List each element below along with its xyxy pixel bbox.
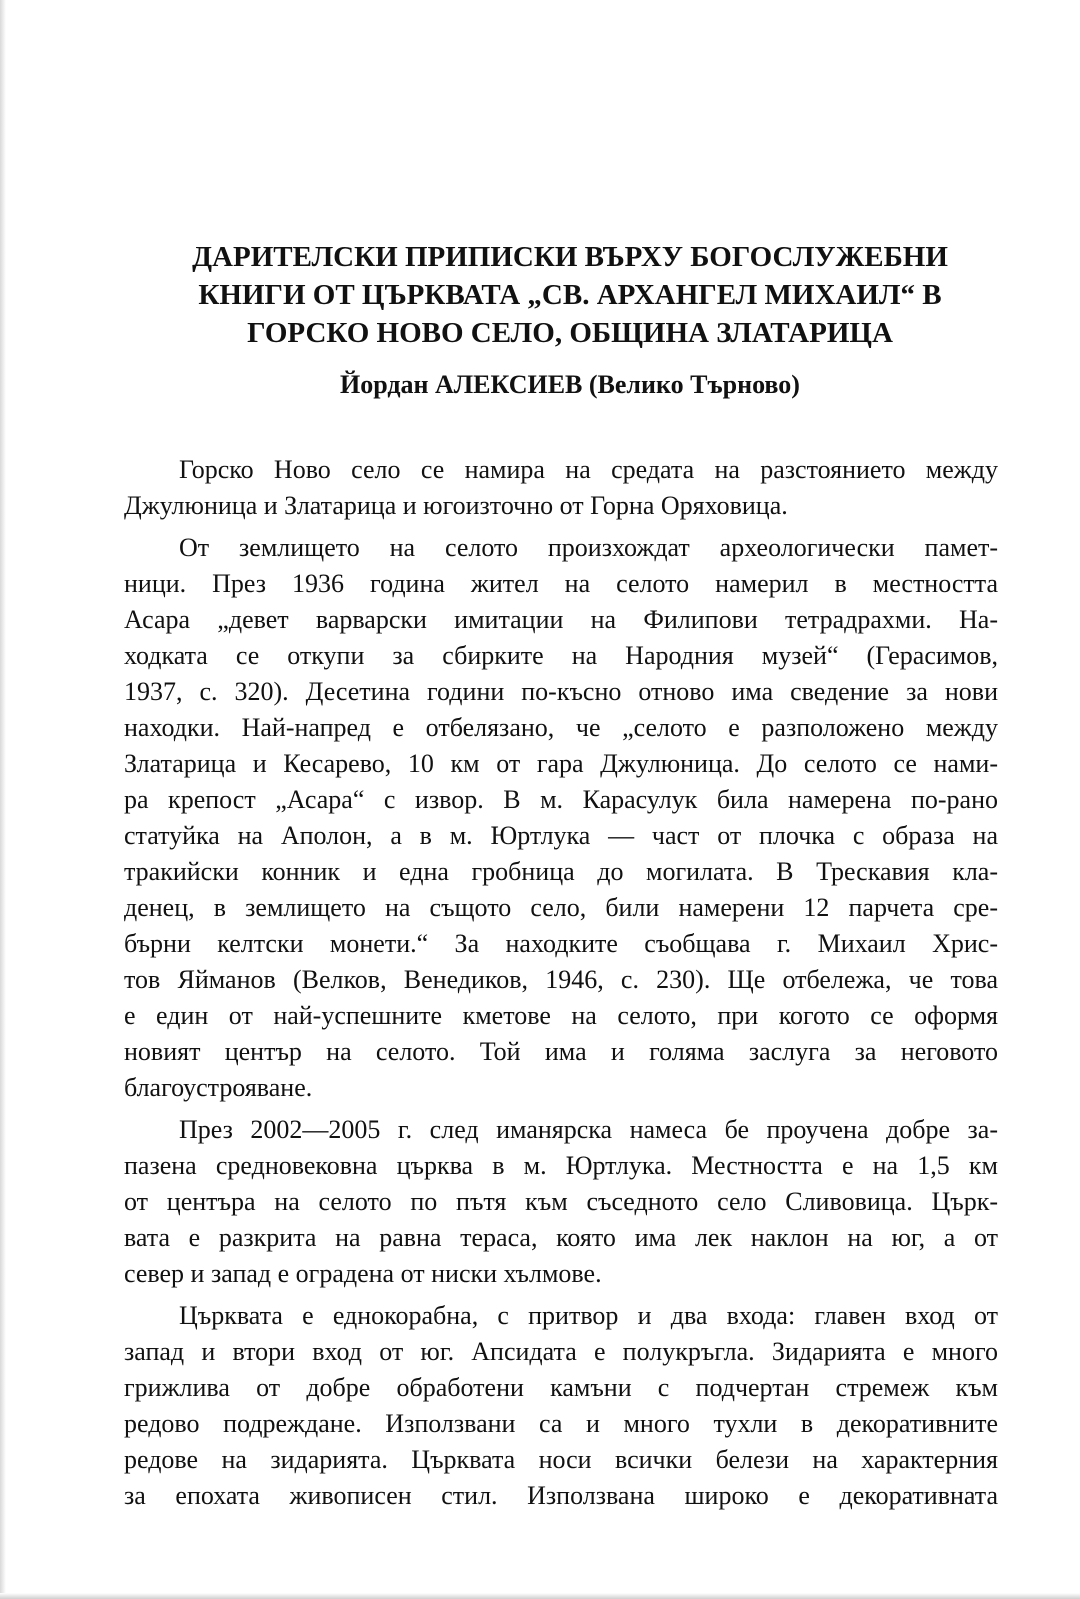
page-edge-shadow-left bbox=[0, 0, 6, 1599]
text-line: денец, в землището на същото село, били намерени 12 парчета сре- bbox=[124, 893, 998, 922]
text-line: Джулюница и Златарица и югоизточно от Горна Оряховица. bbox=[124, 491, 788, 520]
article-title-line: КНИГИ ОТ ЦЪРКВАТА „СВ. АРХАНГЕЛ МИХАИЛ“ В bbox=[198, 279, 942, 311]
article-body bbox=[124, 452, 998, 1514]
text-line: грижлива от добре обработени камъни с подчертан стремеж към bbox=[124, 1373, 998, 1402]
text-line: 1937, с. 320). Десетина години по-късно отново има сведение за нови bbox=[124, 677, 998, 706]
text-line: ходката се откупи за сбирките на Народния музей“ (Герасимов, bbox=[124, 641, 998, 670]
text-line: редово подреждане. Използвани са и много тухли в декоративните bbox=[124, 1409, 998, 1438]
text-line: от центъра на селото по пътя към съседното село Сливовица. Църк- bbox=[124, 1187, 998, 1216]
text-line: ра крепост „Асара“ с извор. В м. Карасулук била намерена по-рано bbox=[124, 785, 998, 814]
text-line: запад и втори вход от юг. Апсидата е полукръгла. Зидарията е много bbox=[124, 1337, 998, 1366]
text-line: бърни келтски монети.“ За находките съобщава г. Михаил Хрис- bbox=[124, 929, 998, 958]
text-line: вата е разкрита на равна тераса, която има лек наклон на юг, а от bbox=[124, 1223, 998, 1252]
text-line: Горско Ново село се намира на средата на разстоянието между bbox=[179, 455, 998, 484]
text-line: тракийски конник и една гробница до могилата. В Трескавия кла- bbox=[124, 857, 998, 886]
text-line: е един от най-успешните кметове на селото, при когото се оформя bbox=[124, 1001, 998, 1030]
article-title bbox=[130, 238, 1010, 352]
text-line: редове на зидарията. Църквата носи всички белези на характерния bbox=[124, 1445, 998, 1474]
text-line: Асара „девет варварски имитации на Филипови тетрадрахми. На- bbox=[124, 605, 998, 634]
article-title-line: ГОРСКО НОВО СЕЛО, ОБЩИНА ЗЛАТАРИЦА bbox=[247, 317, 893, 349]
text-line: През 2002—2005 г. след иманярска намеса бе проучена добре за- bbox=[179, 1115, 998, 1144]
text-line: благоустрояване. bbox=[124, 1073, 313, 1102]
text-line: тов Яйманов (Велков, Венедиков, 1946, с. 230). Ще отбележа, че това bbox=[124, 965, 998, 994]
text-line: новият център на селото. Той има и голяма заслуга за неговото bbox=[124, 1037, 998, 1066]
text-line: От землището на селото произхождат археологически памет- bbox=[179, 533, 998, 562]
page-edge-shadow-bottom bbox=[0, 1593, 1080, 1599]
text-line: ници. През 1936 година жител на селото намерил в местността bbox=[124, 569, 998, 598]
text-line: Златарица и Кесарево, 10 км от гара Джулюница. До селото се нами- bbox=[124, 749, 998, 778]
text-line: Църквата е еднокорабна, с притвор и два входа: главен вход от bbox=[179, 1301, 998, 1330]
text-line: статуйка на Аполон, а в м. Юртлука — част от плочка с образа на bbox=[124, 821, 998, 850]
text-line: север и запад е оградена от ниски хълмове. bbox=[124, 1259, 602, 1288]
text-line: пазена средновековна църква в м. Юртлука. Местността е на 1,5 км bbox=[124, 1151, 998, 1180]
text-line: за епохата живописен стил. Използвана широко е декоративната bbox=[124, 1481, 998, 1510]
article-title-line: ДАРИТЕЛСКИ ПРИПИСКИ ВЪРХУ БОГОСЛУЖЕБНИ bbox=[192, 241, 948, 273]
author-line: Йордан АЛЕКСИЕВ (Велико Търново) bbox=[340, 370, 800, 399]
text-line: находки. Най-напред е отбелязано, че „селото е разположено между bbox=[124, 713, 998, 742]
